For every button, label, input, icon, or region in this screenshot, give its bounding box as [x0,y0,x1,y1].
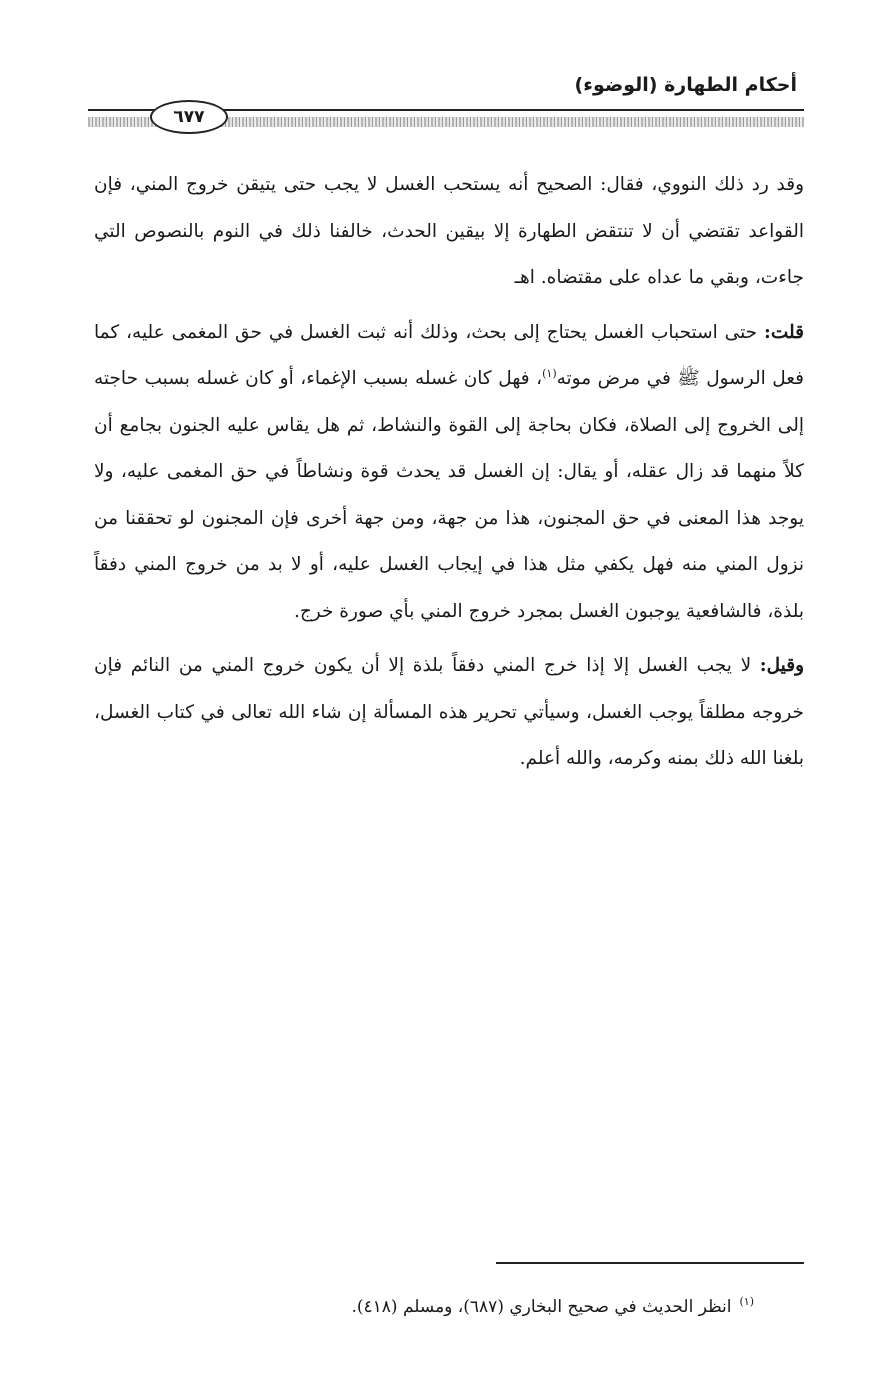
paragraph-3-text: لا يجب الغسل إلا إذا خرج المني دفقاً بلذة إلا أن يكون خروج المني من النائم فإن خروجه مطلقاً يوجب الغسل، وسيأتي تحرير هذه المسألة إن شاء الله تعالى في كتاب الغسل، بلغنا الله ذلك بمنه وكرمه، والله أعلم. [94,655,804,769]
paragraph-3 [94,643,804,783]
main-text [94,162,804,783]
footnote [194,1292,754,1322]
paragraph-2-text-a: حتى استحباب الغسل يحتاج إلى بحث، وذلك أنه ثبت الغسل في حق المغمى عليه، كما فعل الرسول ﷺ في مرض موته [94,321,804,389]
paragraph-3-lead: وقيل: [759,655,804,676]
paragraph-2-lead: قلت: [764,321,804,343]
paragraph-2 [94,310,804,636]
running-header-title: أحكام الطهارة (الوضوء) [574,74,797,96]
page-number-badge: ٦٧٧ [150,100,228,134]
footnote-reference: (١) [542,366,557,380]
footnote-mark: (١) [739,1295,754,1309]
paragraph-2-text-b: ، فهل كان غسله بسبب الإغماء، أو كان غسله بسبب حاجته إلى الخروج إلى الصلاة، فكان بحاجة إلى القوة والنشاط، ثم هل يقاس عليه الجنون بجامع أن كلاً منهما قد زال عقله، أو يقال: إن الغسل قد يحدث قوة ونشاطاً في حق المغمى عليه، ولا يوجد هذا المعنى في حق المجنون، هذا من جهة، ومن جهة أخرى فإن المجنون لو تحققنا من نزول المني منه فهل يكفي مثل هذا في إيجاب الغسل عليه، أو لا بد من خروج المني دفقاً بلذة، فالشافعية يوجبون الغسل بمجرد خروج المني بأي صورة خرج. [94,368,804,622]
footnote-text: انظر الحديث في صحيح البخاري (٦٨٧)، ومسلم (٤١٨). [351,1297,732,1317]
paragraph-1: وقد رد ذلك النووي، فقال: الصحيح أنه يستحب الغسل لا يجب حتى يتيقن خروج المني، فإن القواعد تقتضي أن لا تنتقض الطهارة إلا بيقين الحدث، خالفنا ذلك في النوم بالنصوص التي جاءت، وبقي ما عداه على مقتضاه. اهـ [94,174,804,288]
footnote-separator [496,1262,804,1264]
